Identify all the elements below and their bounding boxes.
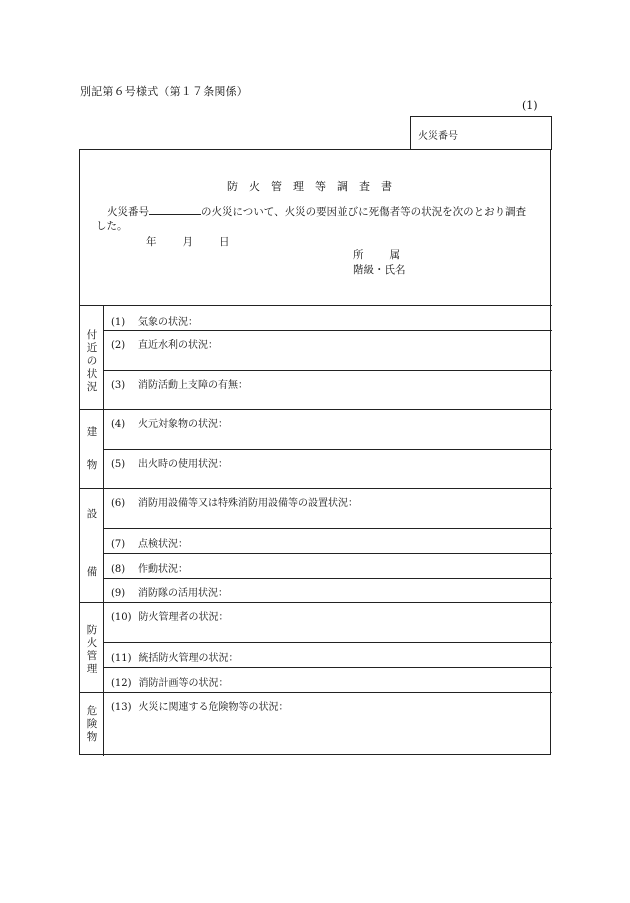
fire-number-box[interactable] bbox=[410, 116, 552, 150]
survey-form bbox=[79, 149, 551, 755]
category-building-b: 物 bbox=[86, 459, 98, 471]
intro-prefix: 火災番号 bbox=[107, 206, 149, 218]
category-divider bbox=[103, 305, 104, 756]
category-equipment-b: 備 bbox=[86, 566, 98, 578]
date-day: 日 bbox=[219, 236, 230, 248]
affiliation-b: 属 bbox=[389, 249, 400, 261]
category-building-a: 建 bbox=[86, 426, 98, 438]
category-fire-prevention: 防火管理 bbox=[86, 624, 98, 675]
row-line bbox=[103, 330, 552, 331]
page-number: (1) bbox=[522, 99, 538, 112]
item-fire-brigade-use[interactable]: (9) 消防隊の活用状況： bbox=[111, 588, 228, 599]
category-equipment-a: 設 bbox=[86, 508, 98, 520]
item-origin-building[interactable]: (4) 火元対象物の状況： bbox=[111, 419, 228, 430]
item-water-source[interactable]: (2) 直近水利の状況： bbox=[111, 340, 218, 351]
row-line bbox=[80, 602, 552, 603]
item-fire-plan[interactable]: (12) 消防計画等の状況： bbox=[111, 678, 229, 689]
fire-number-blank[interactable] bbox=[149, 205, 201, 215]
date-line bbox=[146, 234, 256, 249]
row-line bbox=[80, 409, 552, 410]
item-inspection[interactable]: (7) 点検状況： bbox=[111, 539, 188, 550]
item-joint-fire-management[interactable]: (11) 統括防火管理の状況： bbox=[111, 653, 239, 664]
row-line bbox=[80, 488, 552, 489]
category-hazardous: 危険物 bbox=[86, 705, 98, 743]
date-year: 年 bbox=[146, 236, 157, 248]
rank-name-label: 階級・氏名 bbox=[353, 264, 406, 276]
row-line bbox=[103, 642, 552, 643]
item-hazardous-materials[interactable]: (13) 火災に関連する危険物等の状況： bbox=[111, 702, 289, 713]
section-divider bbox=[80, 305, 552, 306]
item-equipment-installation[interactable]: (6) 消防用設備等又は特殊消防用設備等の設置状況： bbox=[111, 498, 358, 509]
item-weather[interactable]: (1) 気象の状況： bbox=[111, 317, 198, 328]
item-firefighting-obstacles[interactable]: (3) 消防活動上支障の有無： bbox=[111, 380, 248, 391]
row-line bbox=[103, 449, 552, 450]
item-operation[interactable]: (8) 作動状況： bbox=[111, 564, 188, 575]
category-vicinity: 付近の状況 bbox=[86, 329, 98, 393]
row-line bbox=[103, 528, 552, 529]
document-title: 防火管理等調査書 bbox=[227, 180, 403, 193]
item-usage-at-fire[interactable]: (5) 出火時の使用状況： bbox=[111, 459, 228, 470]
row-line bbox=[103, 578, 552, 579]
row-line bbox=[103, 553, 552, 554]
intro-suffix: の火災について、火災の要因並びに死傷者等の状況を次のとおり調査した。 bbox=[96, 206, 527, 232]
row-line bbox=[103, 667, 552, 668]
form-id: 別記第６号様式（第１７条関係） bbox=[80, 85, 248, 98]
affiliation-line bbox=[353, 247, 426, 262]
row-line bbox=[103, 370, 552, 371]
fire-number-label: 火災番号 bbox=[418, 131, 458, 142]
affiliation-a: 所 bbox=[353, 249, 364, 261]
date-month: 月 bbox=[182, 236, 193, 248]
item-fire-manager[interactable]: (10) 防火管理者の状況： bbox=[111, 612, 229, 623]
row-line bbox=[80, 692, 552, 693]
intro-text bbox=[96, 205, 536, 233]
